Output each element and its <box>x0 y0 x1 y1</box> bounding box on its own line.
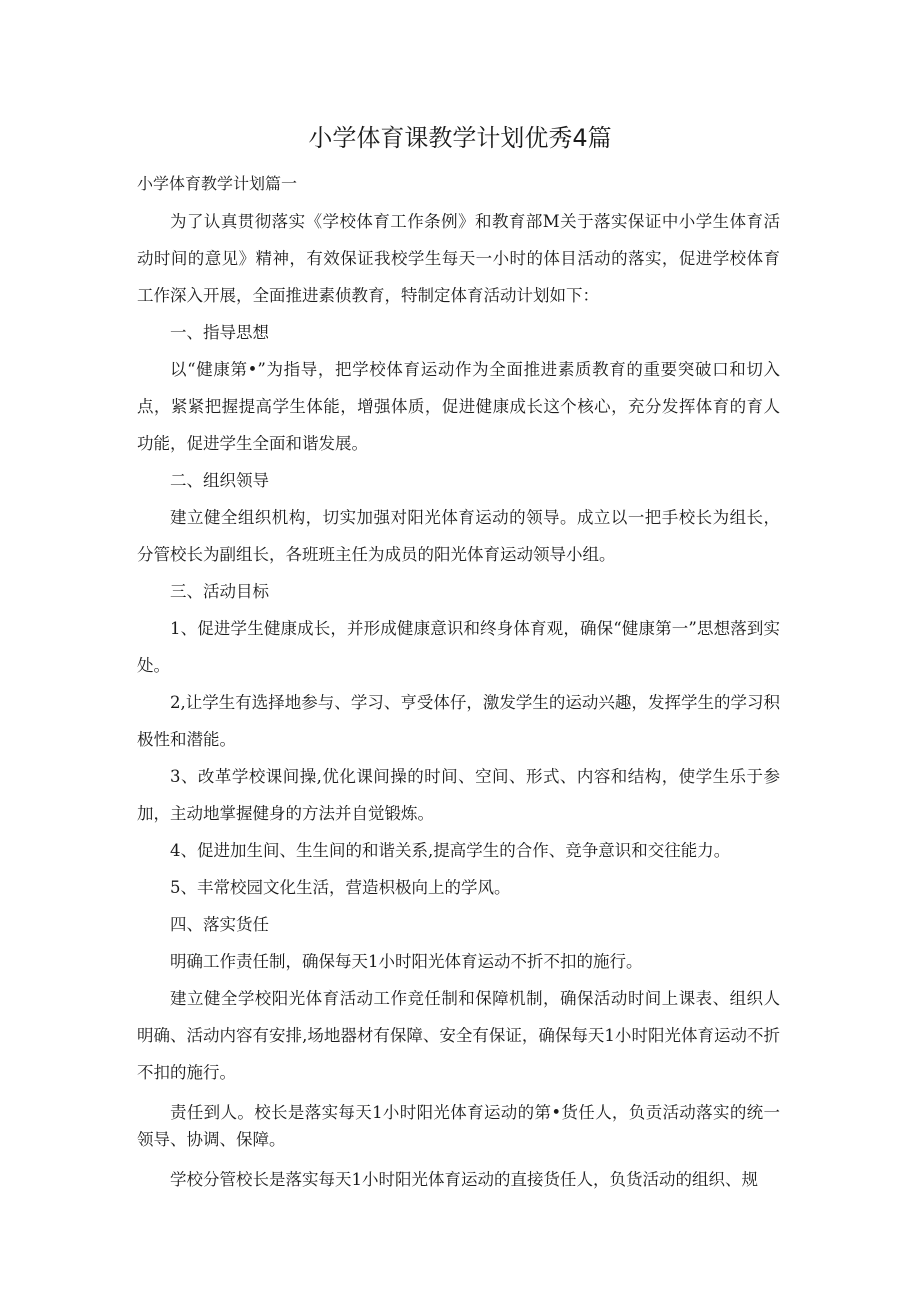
document-title: 小学体育课教学计划优秀4篇 <box>308 124 612 152</box>
paragraph-organization: 建立健全组织机构，切实加强对阳光体育运动的领导。成立以一把手校长为组长，分管校长为副组长，各班班主任为成员的阳光体育运动领导小组。 <box>137 508 780 564</box>
document-body <box>137 203 780 1198</box>
paragraph-responsibility-4: 学校分管校长是落实每天1小时阳光体育运动的直接货任人，负货活动的组织、规 <box>170 1170 758 1189</box>
goal-item-3: 3、改革学校课间操,优化课间操的时间、空间、形式、内容和结构，使学生乐于参加，主动地掌握健身的方法并自觉锻炼。 <box>137 767 780 823</box>
paragraph-responsibility-2: 建立健全学校阳光体育活动工作竞任制和保障机制，确保活动时间上课表、组织人明确、活动内容有安排,场地器材有保障、安全有保证，确保每天1小时阳光体育运动不折不扣的施行。 <box>137 989 780 1082</box>
paragraph-responsibility-1: 明确工作责任制，确保每天1小时阳光体育运动不折不扣的施行。 <box>170 952 643 971</box>
paragraph-responsibility-3: 责任到人。校长是落实每天1小时阳光体育运动的第•货任人，负贡活动落实的统一领导、协调、保障。 <box>137 1103 780 1149</box>
paragraph-guiding-idea: 以“健康第•”为指导，把学校体育运动作为全面推进素质教育的重要突破口和切入点，紧紧把握提高学生体能，增强体质，促进健康成长这个核心，充分发挥体育的育人功能，促进学生全面和谐发展。 <box>137 360 780 453</box>
goal-item-2: 2,让学生有选择地参与、学习、亨受体仔，激发学生的运动兴趣，发挥学生的学习积极性和潜能。 <box>137 693 780 749</box>
paragraph-gap <box>137 1091 780 1099</box>
section-title: 小学体育教学计划篇一 <box>137 174 298 193</box>
goal-item-1: 1、促进学生健康成长，并形成健康意识和终身体育观，确保“健康第一”思想落到实处。 <box>137 619 780 675</box>
goal-item-5: 5、丰常校园文化生活，营造枳极向上的学风。 <box>170 878 511 897</box>
heading-guiding-idea: 一、指导思想 <box>170 323 269 342</box>
goal-item-4: 4、促进加生间、生生间的和谐关系,提高学生的合作、竞争意识和交往能力。 <box>170 841 731 860</box>
heading-organization: 二、组织领导 <box>170 471 269 490</box>
paragraph-gap <box>137 1153 780 1161</box>
paragraph-intro: 为了认真贯彻落实《学校体育工作条例》和教育部M关于落实保证中小学生体育活动时间的意见》精神，有效保证我校学生每天一小时的体目活动的落实，促进学校体育工作深入开展，全面推进素侦教育，特制定体育活动计划如下： <box>137 212 780 305</box>
heading-responsibility: 四、落实货任 <box>170 915 269 934</box>
heading-goals: 三、活动目标 <box>170 582 269 601</box>
